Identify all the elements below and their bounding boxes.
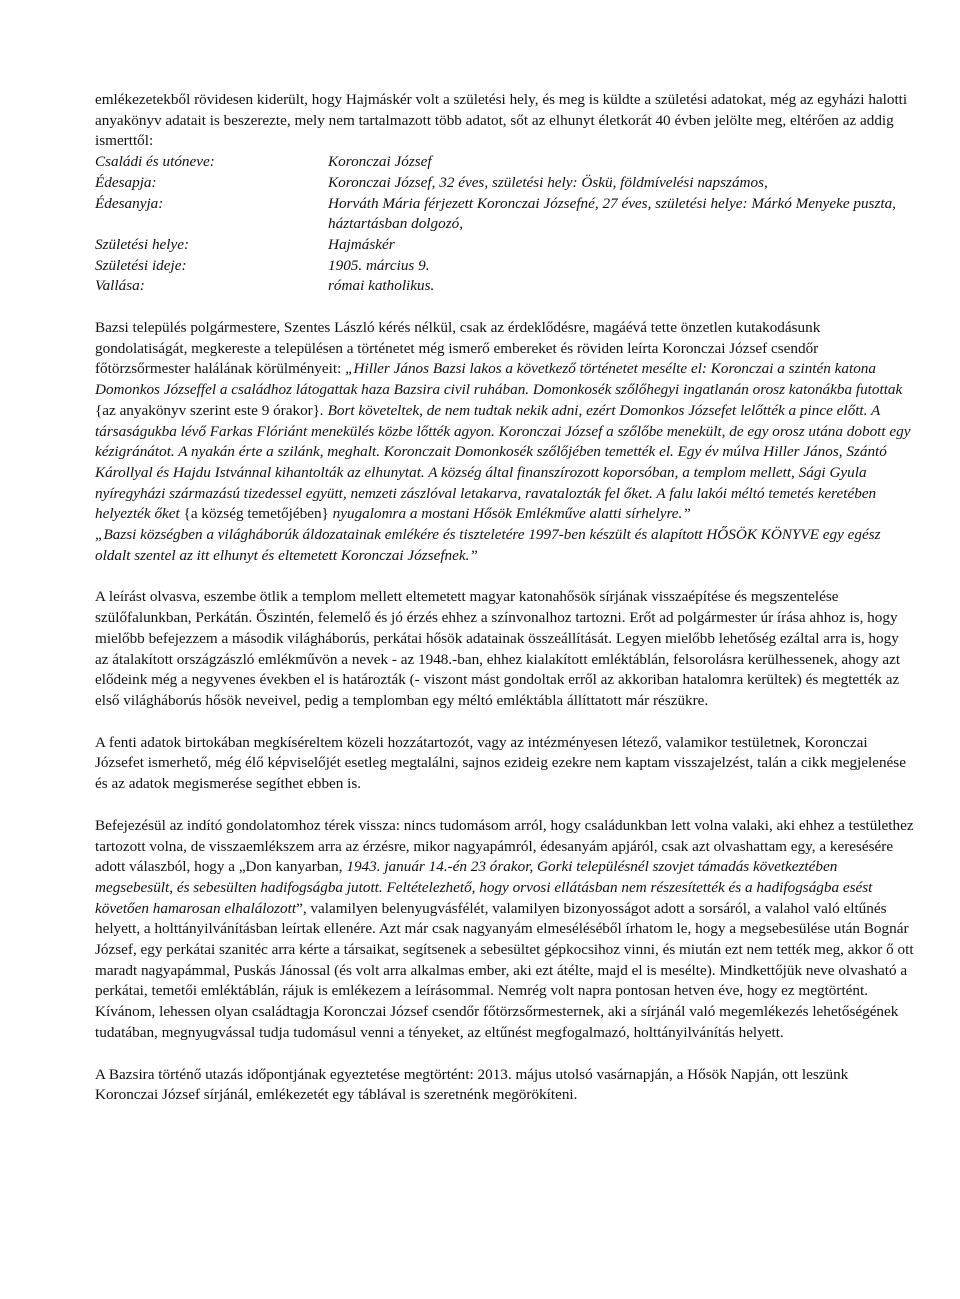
text-run: ”, valamilyen belenyugvásfélét, valamilyen bizonyosságot adott a sorsáról, a valahol való eltűnés helyett, a holttányilvánításban leírtak ellenére. Azt már csak nagyanyám elmeséléséből írhatom le, hogy a megsebesülése után Bognár József, egy perkátai szanitéc arra kérte a társaikat, segítsenek a sebesültet gépkocsihoz vinni, és miután ezt nem tették meg, akkor ő ott maradt nagyapámmal, Puskás Jánossal (és volt arra alkalmas ember, aki ezt átélte, majd el is mesélte). Mindkettőjük neve olvasható a perkátai, temetői emléktáblán, rájuk is emlékezem a leírásommal. Nemrég volt napra pontosan hetven éve, hogy ez megtörtént. xyxy=(95,899,914,1000)
text-run-italic: . Bort követeltek, de nem tudtak nekik adni, ezért Domonkos Józsefet lelőtték a pince előtt. A társaságukba lévő Farkas Flóriánt menekülés közbe lőtték agyon. Koronczai József a szőlőbe menekült, de egy orosz utána dobott egy kézigránátot. A nyakán érte a szilánk, meghalt. Koronczait Domonkosék szőlőjében temették el. Egy év múlva Hiller János, Szántó Károllyal és Hajdu Istvánnal kihantolták az elhunytat. A község által finanszírozott koporsóban, a templom mellett, Sági Gyula nyíregyházi származású tizedessel együtt, nemzeti zászlóval letakarva, ravatalozták fel őket. A falu lakói méltó temetés keretében helyezték őket xyxy=(95,401,911,523)
record-label: Családi és utóneve: xyxy=(95,153,215,171)
closing-paragraph: A Bazsira történő utazás időpontjának egyeztetése megtörtént: 2013. május utolsó vasárnapján, a Hősök Napján, ott leszünk Koronczai József sírjánál, emlékezetét egy táblával is szeretnénk megörökíteni. xyxy=(95,1065,849,1104)
record-label: Születési helye: xyxy=(95,235,190,253)
text-run-italic: nyugalomra a mostani Hősök Emlékműve alatti sírhelyre.” xyxy=(328,505,691,523)
paragraph-gap xyxy=(95,1044,915,1065)
record-label: Édesapja: xyxy=(95,173,157,191)
paragraph-gap xyxy=(95,297,915,318)
wish-sentence: Kívánom, lehessen olyan családtagja Koronczai József csendőr főtörzsőrmesternek, aki a sírjánál való megemlékezés lehetőségének tudatában, megnyugvással tudja tudomásul venni a tényeket, az eltűnést megfogalmazó, holttányilvánítás helyett. xyxy=(95,1003,899,1041)
reflection-paragraph: A leírást olvasva, eszembe ötlik a templom mellett eltemetett magyar katonahősök sírjának visszaépítése és megszentelése szülőfalunkban, Perkátán. Őszintén, felemelő és jó érzés ehhez a színvonalhoz tartozni. Erőt ad polgármester úr írása ahhoz is, hogy mielőbb befejezzem a második világháborús, perkátai hősök adatainak összeállítását. Legyen mielőbb lehetőség ezáltal arra is, hogy az átalakított országzászló emlékművön a nevek - az 1948.-ban, ehhez kialakított emléktáblán, felsorolásra kerülhessenek, ahogy azt elődeink még a negyvenes években el is határozták (- viszont mást gondoltak erről az akkoriban hatalomra kerültek) és megtették az első világháborús hősök neveivel, pedig a templomban egy méltó emléktábla állíttatott már részükre. xyxy=(95,588,901,709)
record-value: Koronczai József, 32 éves, születési hely: Öskü, földmívelési napszámos, xyxy=(328,173,768,191)
record-value: Koronczai József xyxy=(328,153,432,171)
record-value: Horváth Mária férjezett Koronczai Józsefné, 27 éves, születési helye: Márkó Menyeke puszta, háztartásban dolgozó, xyxy=(328,194,896,233)
paragraph-gap xyxy=(95,712,915,733)
text-run: {a község temetőjében} xyxy=(183,505,329,523)
paragraph-gap xyxy=(95,566,915,587)
conclusion-paragraph xyxy=(95,816,915,1044)
text-run: Befejezésül az indító gondolatomhoz térek vissza: nincs tudomásom arról, hogy családunkban lett volna valaki, aki ehhez a testülethez tartozott volna, de visszaemlékszem arra az érzésre, mikor nagyapámról, édesanyám apjáról, csak azt olvashattam egy, a keresésére adott válaszból, hogy a „Don kanyarban, xyxy=(95,816,914,876)
text-run: Bazsi település polgármestere, Szentes László kérés nélkül, csak az érdeklődésre, magáévá tette önzetlen kutakodásunk gondolatiságát, megkereste a településen a történetet még ismerő embereket és röviden leírta Koronczai József csendőr főtörzsőrmester halálának körülményeit: xyxy=(95,319,821,378)
record-row-name xyxy=(95,152,915,173)
record-row-birthplace xyxy=(95,235,915,256)
text-run-italic: 1943. január 14.-én 23 órakor, Gorki településnél szovjet támadás következtében megsebesült, és sebesülten hadifogságba jutott. Feltételezhető, hogy orvosi ellátásban nem részesítették és a hadifogságba esést követően hamarosan elhalálozott xyxy=(95,858,873,917)
document-page xyxy=(95,90,915,1106)
record-label: Vallása: xyxy=(95,277,145,295)
record-label: Édesanyja: xyxy=(95,194,164,212)
record-row-father xyxy=(95,173,915,194)
paragraph-gap xyxy=(95,795,915,816)
intro-paragraph: emlékezetekből rövidesen kiderült, hogy Hajmáskér volt a születési hely, és meg is küldte a születési adatokat, még az egyházi halotti anyakönyv adatait is beszerezte, mely nem tartalmazott több adatot, sőt az elhunyt életkorát 40 évben jelölte meg, eltérően az addig ismerttől: xyxy=(95,91,908,150)
record-value: Hajmáskér xyxy=(328,235,395,253)
record-row-religion xyxy=(95,276,915,297)
record-value: 1905. március 9. xyxy=(328,256,430,274)
record-row-birthdate xyxy=(95,256,915,277)
hosok-konyve-quote: „Bazsi községben a világháborúk áldozatainak emlékére és tiszteletére 1997-ben készült és alapított HŐSÖK KÖNYVE egy egész oldalt szentel az itt elhunyt és eltemetett Koronczai Józsefnek.” xyxy=(95,526,881,564)
record-value: római katholikus. xyxy=(328,277,435,295)
text-run-italic: „Hiller János Bazsi lakos a következő történetet mesélte el: Koronczai a szintén katona Domonkos Józseffel a családhoz látogattak haza Bazsira civil ruhában. Domonkosék szőlőhegyi ingatlanán orosz katonákba futottak xyxy=(95,360,903,399)
search-paragraph: A fenti adatok birtokában megkíséreltem közeli hozzátartozót, vagy az intézményesen létező, valamikor testületnek, Koronczai Józsefet ismerhető, még élő képviselőjét esetleg megtalálni, sajnos ezideig ezekre nem kaptam visszajelzést, talán a cikk megjelenése és az adatok megismerése segíthet ebben is. xyxy=(95,733,906,793)
mayor-account-paragraph xyxy=(95,318,915,566)
record-label: Születési ideje: xyxy=(95,256,187,274)
text-run: {az anyakönyv szerint este 9 órakor} xyxy=(95,401,321,419)
record-row-mother xyxy=(95,194,915,235)
death-record-table xyxy=(95,152,915,297)
